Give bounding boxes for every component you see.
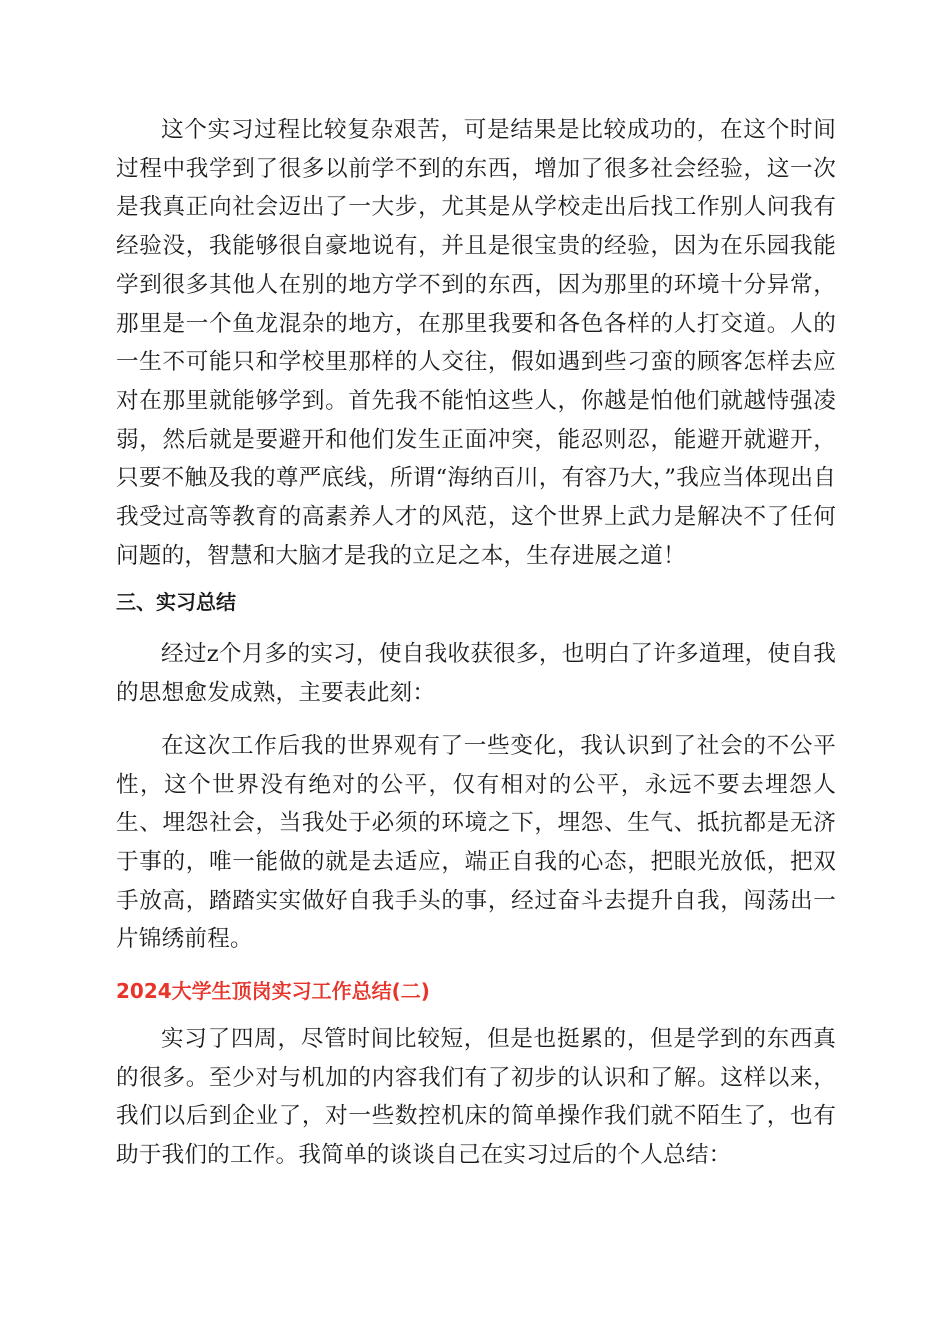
paragraph-summary-intro: 经过z个月多的实习，使自我收获很多，也明白了许多道理，使自我的思想愈发成熟，主要表此刻： <box>116 641 836 707</box>
paragraph-experience: 这个实习过程比较复杂艰苦，可是结果是比较成功的，在这个时间过程中我学到了很多以前学不到的东西，增加了很多社会经验，这一次是我真正向社会迈出了一大步，尤其是从学校走出后找工作别人问我有经验没，我能够很自豪地说有，并且是很宝贵的经验，因为在乐园我能学到很多其他人在别的地方学不到的东西，因为那里的环境十分异常，那里是一个鱼龙混杂的地方，在那里我要和各色各样的人打交道。人的一生不可能只和学校里那样的人交往，假如遇到些刁蛮的顾客怎样去应对在那里就能够学到。首先我不能怕这些人，你越是怕他们就越恃强凌弱，然后就是要避开和他们发生正面冲突，能忍则忍，能避开就避开，只要不触及我的尊严底线，所谓“海纳百川，有容乃大，”我应当体现出自我受过高等教育的高素养人才的风范，这个世界上武力是解决不了任何问题的，智慧和大脑才是我的立足之本，生存进展之道！ <box>116 117 836 569</box>
document-content <box>116 111 836 1175</box>
article-title-part2: 2024大学生顶岗实习工作总结(二) <box>116 979 430 1004</box>
paragraph-four-weeks: 实习了四周，尽管时间比较短，但是也挺累的，但是学到的东西真的很多。至少对与机加的内容我们有了初步的认识和了解。这样以来，我们以后到企业了，对一些数控机床的简单操作我们就不陌生了，也有助于我们的工作。我简单的谈谈自己在实习过后的个人总结： <box>116 1026 836 1169</box>
paragraph-worldview: 在这次工作后我的世界观有了一些变化，我认识到了社会的不公平性，这个世界没有绝对的公平，仅有相对的公平，永远不要去埋怨人生、埋怨社会，当我处于必须的环境之下，埋怨、生气、抵抗都是无济于事的，唯一能做的就是去适应，端正自我的心态，把眼光放低，把双手放高，踏踏实实做好自我手头的事，经过奋斗去提升自我，闯荡出一片锦绣前程。 <box>116 732 836 953</box>
section-heading-summary: 三、实习总结 <box>116 590 236 615</box>
